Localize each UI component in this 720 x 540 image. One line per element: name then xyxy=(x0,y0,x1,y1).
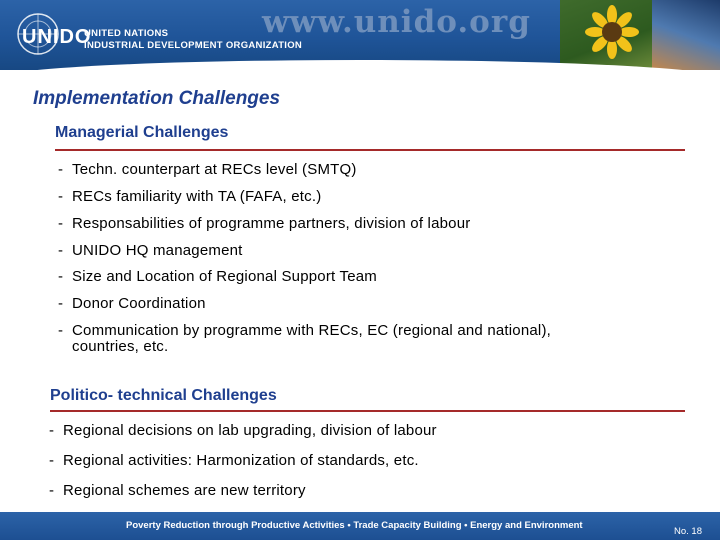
bullet-marker: - xyxy=(58,215,64,232)
website-url: www.unido.org xyxy=(262,4,531,40)
list-item-text: Size and Location of Regional Support Team xyxy=(72,268,377,285)
slide-title: Implementation Challenges xyxy=(33,88,281,109)
list-item xyxy=(58,162,678,178)
unido-logo-text: UNIDO xyxy=(22,26,92,48)
list-item-text: RECs familiarity with TA (FAFA, etc.) xyxy=(72,188,322,205)
list-item-text: Techn. counterpart at RECs level (SMTQ) xyxy=(72,161,357,178)
sunflower-photo xyxy=(560,0,652,70)
section-divider xyxy=(50,410,685,412)
list-item-text: Communication by programme with RECs, EC (regional and national), countries, etc. xyxy=(72,322,552,355)
sunflower-icon xyxy=(560,0,652,70)
list-item xyxy=(58,243,678,259)
list-item xyxy=(49,453,679,469)
list-item-text: UNIDO HQ management xyxy=(72,242,243,259)
bullet-marker: - xyxy=(49,422,55,439)
footer-bar xyxy=(0,512,720,540)
list-item-text: Regional schemes are new territory xyxy=(63,482,306,499)
list-item xyxy=(49,483,679,499)
bullet-marker: - xyxy=(58,188,64,205)
header-banner xyxy=(0,0,720,70)
list-item-text: Regional decisions on lab upgrading, division of labour xyxy=(63,422,437,439)
list-item xyxy=(49,423,679,439)
list-item-text: Regional activities: Harmonization of standards, etc. xyxy=(63,452,419,469)
list-item xyxy=(58,216,678,232)
bullet-marker: - xyxy=(58,161,64,178)
list-item xyxy=(58,323,618,355)
page-number: No. 18 xyxy=(674,526,702,537)
bullet-marker: - xyxy=(49,482,55,499)
bullet-marker: - xyxy=(58,242,64,259)
bullet-marker: - xyxy=(58,268,64,285)
people-photo xyxy=(652,0,720,70)
list-item-text: Donor Coordination xyxy=(72,295,206,312)
list-item xyxy=(58,296,678,312)
bullet-marker: - xyxy=(49,452,55,469)
section-heading-politico-technical: Politico- technical Challenges xyxy=(50,387,277,404)
footer-tagline: Poverty Reduction through Productive Activities • Trade Capacity Building • Energy and Environment xyxy=(126,520,583,531)
list-item xyxy=(58,269,678,285)
section-heading-managerial: Managerial Challenges xyxy=(55,124,229,141)
bullet-marker: - xyxy=(58,295,64,312)
org-name-line-1: UNITED NATIONS xyxy=(84,28,169,39)
list-item xyxy=(58,189,678,205)
bullet-marker: - xyxy=(58,322,64,339)
section-divider xyxy=(55,149,685,151)
org-name-line-2: INDUSTRIAL DEVELOPMENT ORGANIZATION xyxy=(84,40,303,51)
list-item-text: Responsabilities of programme partners, division of labour xyxy=(72,215,471,232)
